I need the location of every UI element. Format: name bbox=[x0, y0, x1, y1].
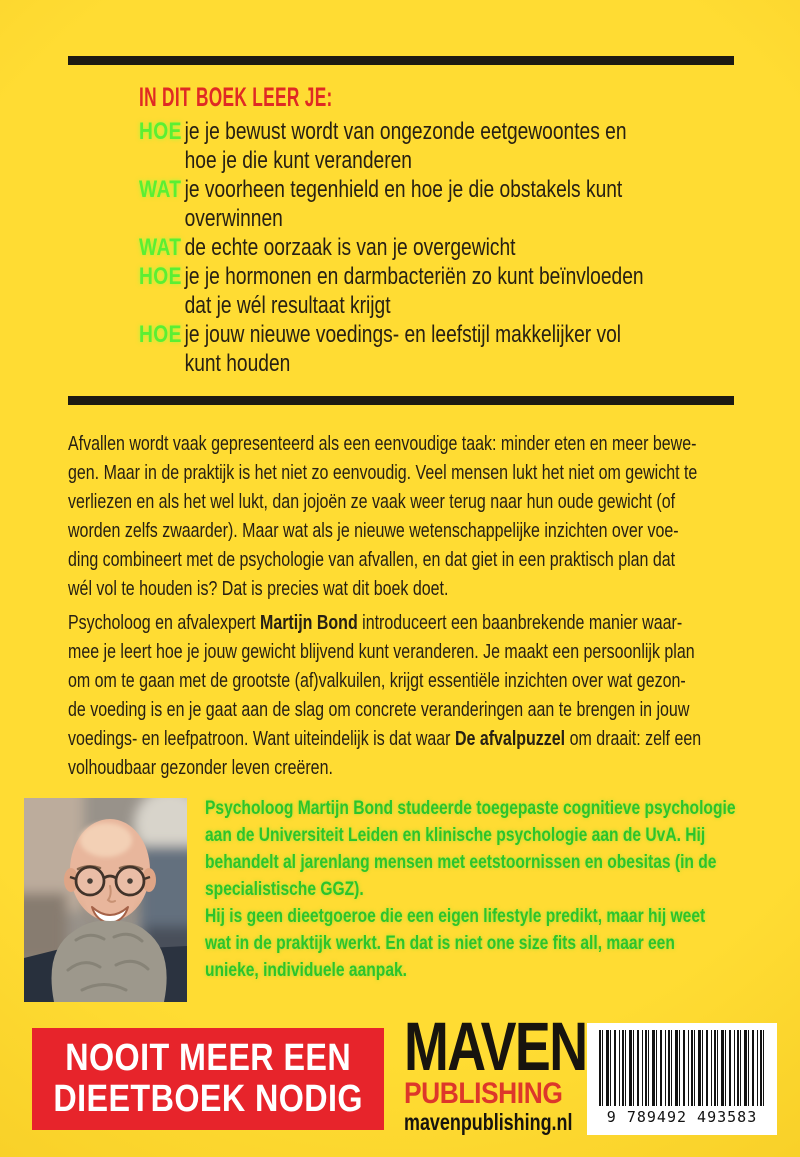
learn-section-title: IN DIT BOEK LEER JE: bbox=[139, 82, 333, 112]
banner-line-2: DIEETBOEK NODIG bbox=[53, 1078, 363, 1120]
publishing-wordmark: PUBLISHING bbox=[404, 1077, 563, 1110]
learn-item-text: je voorheen tegenhield en hoe je die obstakels kunt overwinnen bbox=[184, 176, 623, 232]
learn-item-label: WAT bbox=[139, 176, 182, 203]
synopsis-paragraph: Afvallen wordt vaak gepresenteerd als een eenvoudige taak: minder eten en meer bewe- gen. Maar in de praktijk is het niet zo eenvoudig. Veel mensen lukt het niet om gewicht te verliezen en als het wel lukt, dan jojoën ze vaak weer terug naar hun oude gewicht (of worden zelfs zwaarder). Maar wat als je nieuwe wetenschappelijke inzichten over voe- ding combineert met de psychologie van afvallen, en dat giet in een praktisch plan dat wél vol te houden is? Dat is precies wat dit boek doet. bbox=[68, 432, 698, 600]
author-portrait-photo bbox=[24, 798, 187, 1002]
learn-item bbox=[139, 117, 779, 175]
learn-item-text: je je bewust wordt van ongezonde eetgewoontes en hoe je die kunt veranderen bbox=[184, 118, 627, 174]
learn-item-text: je je hormonen en darmbacteriën zo kunt beïnvloeden dat je wél resultaat krijgt bbox=[184, 263, 644, 319]
author-name-bold: Martijn Bond bbox=[260, 611, 358, 634]
maven-wordmark: MAVEN bbox=[404, 1008, 587, 1085]
banner-line-1: NOOIT MEER EEN bbox=[65, 1037, 351, 1079]
learn-item bbox=[139, 320, 779, 378]
book-title-bold: De afvalpuzzel bbox=[454, 727, 566, 750]
learn-item-label: HOE bbox=[139, 118, 182, 145]
learn-item-label: HOE bbox=[139, 263, 182, 290]
learn-list bbox=[139, 117, 779, 378]
barcode-bars bbox=[599, 1030, 765, 1106]
publisher-website: mavenpublishing.nl bbox=[404, 1109, 573, 1135]
divider-rule bbox=[68, 396, 734, 405]
learn-item bbox=[139, 175, 779, 233]
learn-item-text: de echte oorzaak is van je overgewicht bbox=[184, 234, 516, 261]
barcode-number: 9 789492 493583 bbox=[606, 1108, 758, 1126]
top-rule bbox=[68, 56, 734, 65]
learn-item-text: je jouw nieuwe voedings- en leefstijl makkelijker vol kunt houden bbox=[184, 321, 622, 377]
never-diet-banner bbox=[32, 1028, 384, 1130]
author-bio-text: Psycholoog Martijn Bond studeerde toegepaste cognitieve psychologie aan de Universiteit Leiden en klinische psychologie aan de UvA. Hij behandelt al jarenlang mensen met eetstoornissen en obesitas (in de specialistische GGZ). Hij is geen dieetgoeroe die een eigen lifestyle predikt, maar hij weet wat in de praktijk werkt. En dat is niet one size fits all, maar een unieke, individuele aanpak. bbox=[205, 797, 736, 981]
learn-item bbox=[139, 233, 779, 262]
author-paragraph: Psycholoog en afvalexpert Martijn Bond introduceert een baanbrekende manier waar- mee je leert hoe je jouw gewicht blijvend kunt veranderen. Je maakt een persoonlijk plan om om te gaan met de grootste (af)valkuilen, krijgt essentiële inzichten over wat gezon- de voeding is en je gaat aan de slag om concrete veranderingen aan te brengen in jouw voedings- en leefpatroon. Want uiteindelijk is dat waar De afvalpuzzel om draait: zelf een volhoudbaar gezonder leven creëren. bbox=[68, 611, 702, 779]
barcode bbox=[587, 1023, 777, 1135]
learn-item-label: WAT bbox=[139, 234, 182, 261]
publisher-logo bbox=[404, 1008, 594, 1135]
learn-item-label: HOE bbox=[139, 321, 182, 348]
learn-item bbox=[139, 262, 779, 320]
